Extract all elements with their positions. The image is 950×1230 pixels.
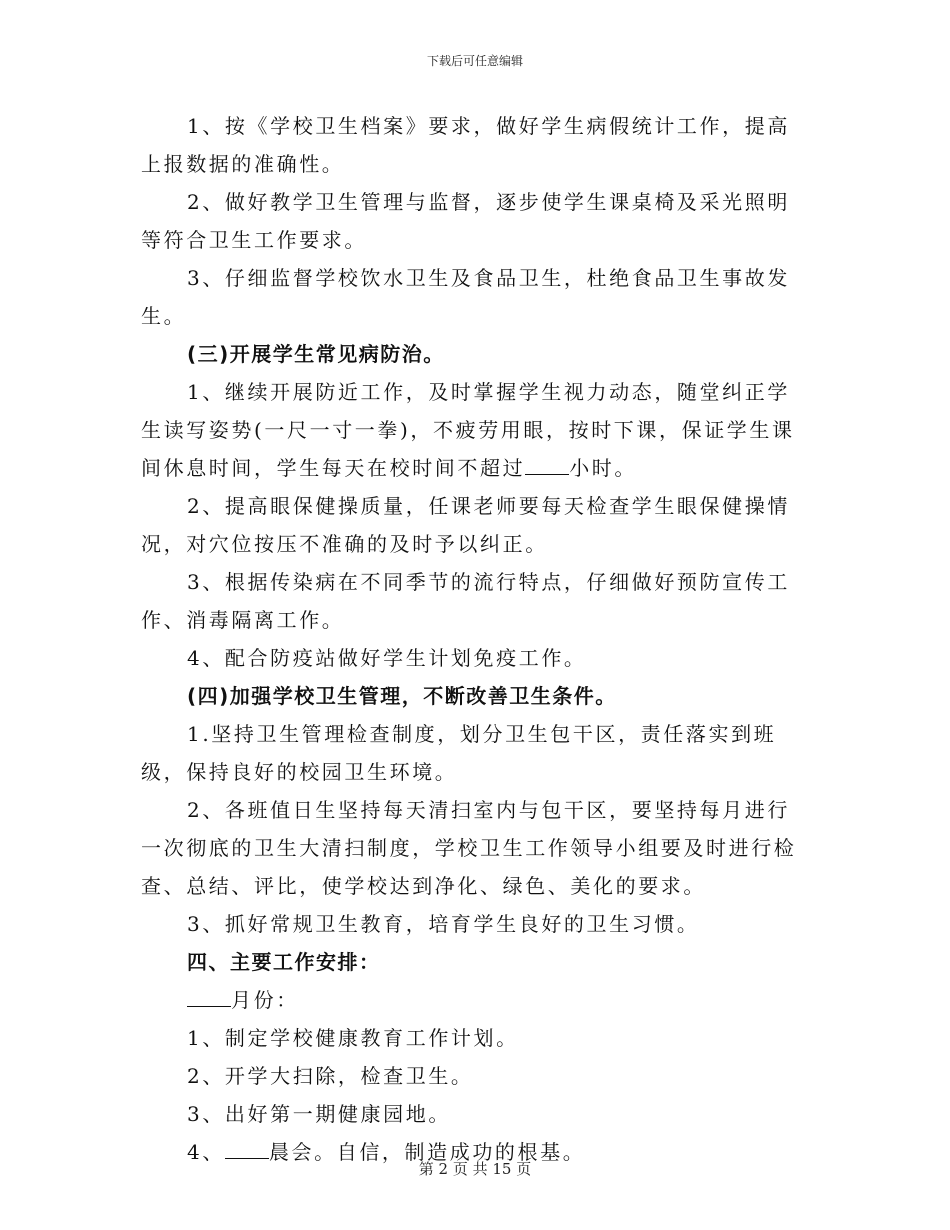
paragraph [141, 373, 811, 487]
paragraph: 3、抓好常规卫生教育，培育学生良好的卫生习惯。 [187, 912, 700, 936]
paragraph-text: 1、继续开展防近工作，及时掌握学生视力动态，随堂纠正学生读写姿势(一尺一寸一拳)，不疲劳用眼，按时下课，保证学生课间休息时间，学生每天在校时间不超过 [141, 380, 795, 480]
page-header: 下载后可任意编辑 [426, 54, 523, 68]
paragraph: 2、各班值日生坚持每天清扫室内与包干区，要坚持每月进行一次彻底的卫生大清扫制度，学校卫生工作领导小组要及时进行检查、总结、评比，使学校达到净化、绿色、美化的要求。 [141, 798, 797, 898]
fill-in-blank [525, 456, 569, 475]
paragraph: 2、开学大扫除，检查卫生。 [187, 1064, 474, 1088]
paragraph: 3、出好第一期健康园地。 [187, 1102, 451, 1126]
section-heading: 四、主要工作安排： [187, 950, 381, 974]
fill-in-blank [225, 1140, 269, 1159]
paragraph-text: 4、 [187, 1140, 225, 1164]
paragraph: 4、配合防疫站做好学生计划免疫工作。 [187, 646, 587, 670]
fill-in-blank [187, 988, 231, 1007]
section-heading: (三)开展学生常见病防治。 [187, 342, 445, 366]
paragraph: 3、根据传染病在不同季节的流行特点，仔细做好预防宣传工作、消毒隔离工作。 [141, 570, 790, 632]
paragraph [141, 981, 811, 1019]
paragraph-text: 月份： [231, 988, 299, 1012]
paragraph: 2、做好教学卫生管理与监督，逐步使学生课桌椅及采光照明等符合卫生工作要求。 [141, 190, 790, 252]
paragraph: 1、按《学校卫生档案》要求，做好学生病假统计工作，提高上报数据的准确性。 [141, 114, 790, 176]
paragraph: 2、提高眼保健操质量，任课老师要每天检查学生眼保健操情况，对穴位按压不准确的及时予以纠正。 [141, 494, 790, 556]
page-footer: 第 2 页 共 15 页 [418, 1160, 532, 1178]
paragraph: 3、仔细监督学校饮水卫生及食品卫生，杜绝食品卫生事故发生。 [141, 266, 790, 328]
document-body [141, 107, 811, 1171]
paragraph: 1、制定学校健康教育工作计划。 [187, 1026, 519, 1050]
paragraph-text: 晨会。自信，制造成功的根基。 [268, 1140, 586, 1164]
section-heading: (四)加强学校卫生管理，不断改善卫生条件。 [187, 684, 617, 708]
paragraph: 1.坚持卫生管理检查制度，划分卫生包干区，责任落实到班级，保持良好的校园卫生环境。 [141, 722, 777, 784]
paragraph-text: 小时。 [569, 456, 638, 480]
